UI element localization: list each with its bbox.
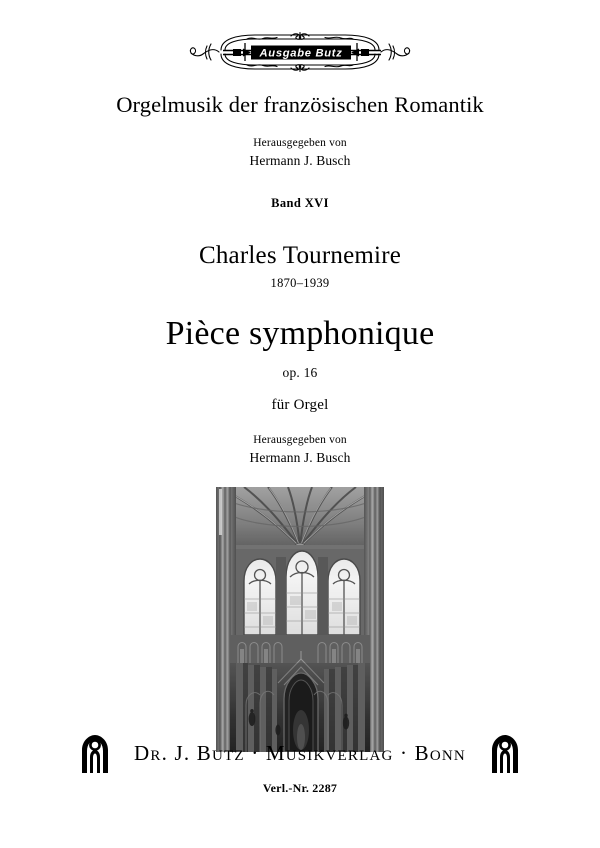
series-editor-prefix: Herausgegeben von <box>253 136 347 149</box>
footer <box>0 733 600 796</box>
publisher-name: Dr. J. Butz · Musikverlag · Bonn <box>134 740 466 765</box>
series-title: Orgelmusik der französischen Romantik <box>116 92 484 117</box>
publisher-row <box>78 733 522 773</box>
gothic-window-ornament-left <box>78 733 112 773</box>
work-opus: op. 16 <box>282 365 318 381</box>
composer-name: Charles Tournemire <box>198 242 402 270</box>
work-editor-block <box>250 433 351 467</box>
series-editor-block <box>250 136 351 170</box>
series-editor-name: Hermann J. Busch <box>249 152 351 168</box>
catalog-number: Verl.-Nr. 2287 <box>262 781 338 795</box>
work-editor-name: Hermann J. Busch <box>249 450 351 466</box>
volume-number: Band XVI <box>271 196 329 211</box>
publisher-logo-banner <box>185 30 415 74</box>
work-instrument: für Orgel <box>271 397 329 414</box>
work-editor-prefix: Herausgegeben von <box>253 434 347 447</box>
cathedral-photo <box>216 487 384 752</box>
logo-text: Ausgabe Butz <box>259 47 343 60</box>
work-title: Pièce symphonique <box>165 315 435 353</box>
gothic-window-ornament-right <box>488 733 522 773</box>
composer-dates: 1870–1939 <box>270 276 330 291</box>
